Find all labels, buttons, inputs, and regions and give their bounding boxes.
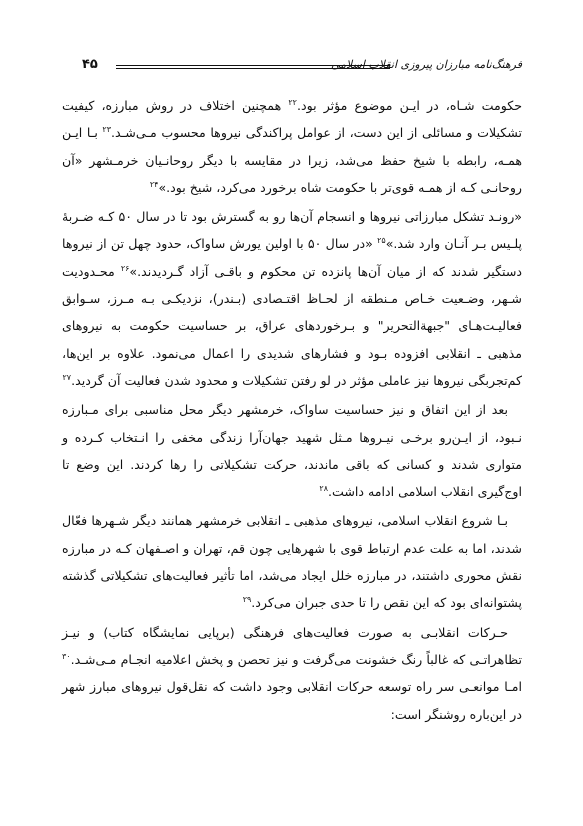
paragraph-text: بـا ایـن همـه، رابطه با شیخ حفظ می‌شد، زیرا در مقایسه با دیگر روحانـیان خرمـشهر «آن روحانـی کـه از همـه قوی‌تر با حکومت شاه برخورد می‌کرد، شیخ بود.» xyxy=(62,125,522,195)
paragraph-text: همچنین اختلاف در روش مبارزه، کیفیت تشکیلات و مسائلی از این دست، از عوامل پراکندگی نیروها محسوب مـی‌شـد. xyxy=(62,98,522,141)
footnote-ref[interactable]: ۳۰ xyxy=(62,651,71,661)
footnote-ref[interactable]: ۲۹ xyxy=(242,595,252,605)
paragraph-text: امـا موانعـی سر راه توسعه حرکات انقلابی وجود داشت که نقل‌قول نیروهای مبارز شهر در این‌باره روشنگر است: xyxy=(62,679,522,722)
footnote-ref[interactable]: ۲۳ xyxy=(102,125,111,135)
paragraph-text: «رونـد تشکل مبارزاتی نیروها و انسجام آن‌ها رو به گسترش بود تا در سال ۵۰ کـه ضـربهٔ پلـیس بـر آنـان وارد شد.» xyxy=(62,209,523,252)
paragraph xyxy=(62,203,522,394)
page-number: ۴۵ xyxy=(82,57,98,72)
body-text xyxy=(62,92,522,728)
running-header xyxy=(82,56,522,78)
paragraph xyxy=(62,92,522,201)
footnote-ref[interactable]: ۲۶ xyxy=(120,263,130,273)
footnote-ref[interactable]: ۲۴ xyxy=(149,179,159,189)
paragraph xyxy=(62,396,522,505)
paragraph-text: حکومت شـاه، در ایـن موضوع مؤثر بود. xyxy=(296,98,522,113)
header-title: فرهنگ‌نامه مبارزان پیروزی انقلاب اسلامی xyxy=(331,58,522,71)
paragraph-text: «در سال ۵۰ با اولین یورش ساواک، حدود چهل تن از نیروها دستگیر شدند که از میان آن‌ها پانزده تن محکوم و باقـی آزاد گـردیدند.» xyxy=(62,236,522,279)
footnote-ref[interactable]: ۲۵ xyxy=(377,236,386,246)
paragraph-text: بعد از این اتفاق و نیز حساسیت ساواک، خرمشهر دیگر محل مناسبی برای مـبارزه نـبود، از ایـن‌رو برخـی نیـروها مـثل شهید جهان‌آرا زندگی مخفی را انـتخاب کـرده و متواری شدند و کسانی که باقی ماندند، حرکت تشکیلاتی را رها کردند. این وضع تا اوج‌گیری انقلاب اسلامی ادامه داشت. xyxy=(62,402,522,500)
footnote-ref[interactable]: ۲۸ xyxy=(319,483,328,493)
paragraph xyxy=(62,619,522,728)
footnote-ref[interactable]: ۲۲ xyxy=(288,97,297,107)
paragraph-text: حـرکات انقلابـی به صورت فعالیت‌های فرهنگی (برپایی نمایشگاه کتاب) و نیـز تظاهراتـی که غالباً رنگ خشونت می‌گرفت و نیز تحصن و پخش اعلامیه انجـام مـی‌شـد. xyxy=(62,624,522,667)
paragraph-text: محـدودیت شـهر، وضـعیت خـاص مـنطقه از لحـاظ اقتـصادی (بـندر)، نزدیکـی بـه مـرز، سـوابق فعالیـت‌هـای "جبهة‌التحریر" و بـرخوردهای عراق، بر حساسیت حکومت به نیروهای مذهبی ـ انقلابی افزوده بـود و فشارهای شدیدی را اعمال می‌نمود. علاوه بر این‌ها، کم‌تجربگی نیروها نیز عاملی مؤثر در لو رفتن تشکیلات و محدود شدن فعالیت آن گردید. xyxy=(62,263,522,388)
header-rule xyxy=(116,65,390,69)
paragraph-text: بـا شروع انقلاب اسلامی، نیروهای مذهبی ـ انقلابی خرمشهر همانند دیگر شـهرها فعّال شدند، اما به علت عدم ارتباط قوی با شهرهایی چون قم، تهران و اصـفهان کـه در مبارزه نقش محوری داشتند، در مبارزه خلل ایجاد می‌شد، اما تأثیر فعالیت‌های تشکیلاتی گذشته پشتوانه‌ای بود که این نقص را تا حدی جبران می‌کرد. xyxy=(62,513,522,611)
footnote-ref[interactable]: ۲۷ xyxy=(62,372,72,382)
paragraph xyxy=(62,507,522,616)
